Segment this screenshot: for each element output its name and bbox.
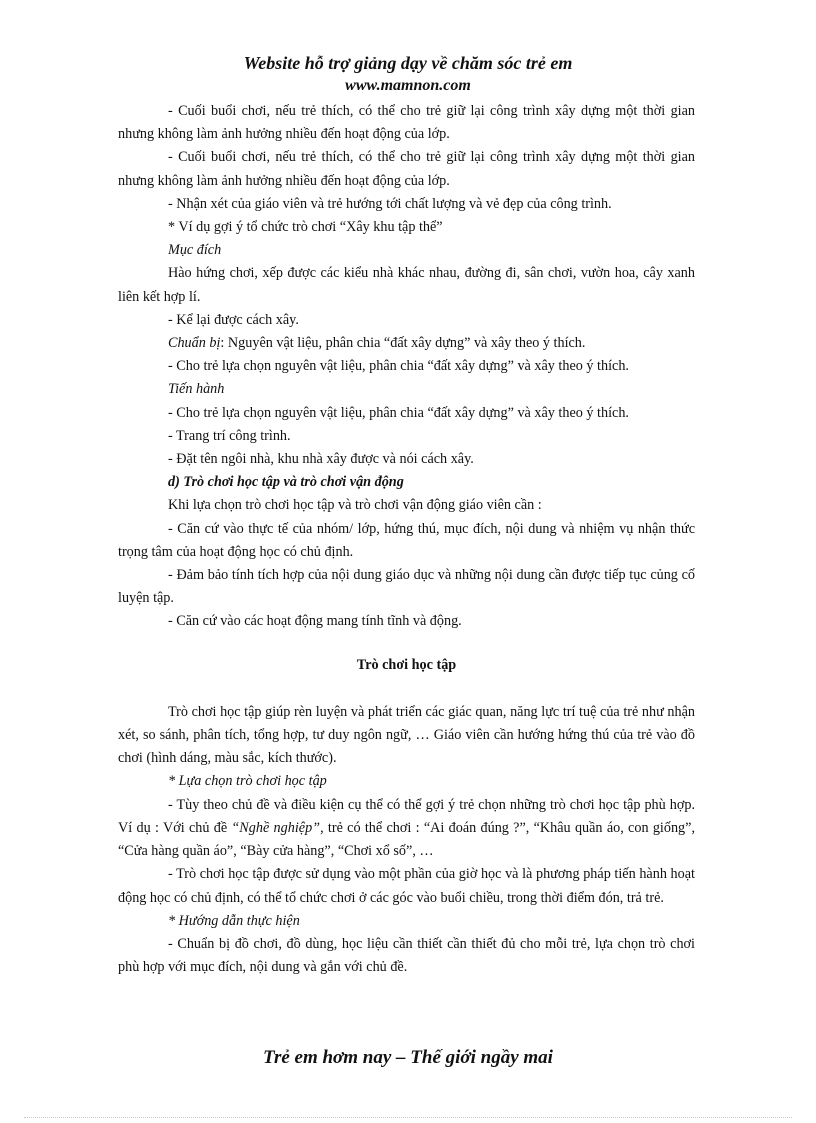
paragraph	[118, 332, 695, 355]
document-body	[118, 100, 695, 979]
subheading-muc-dich: Mục đích	[168, 242, 222, 259]
paragraph: - Đặt tên ngôi nhà, khu nhà xây được và nói cách xây.	[168, 451, 474, 468]
subheading-tien-hanh: Tiến hành	[168, 381, 225, 398]
paragraph: Hào hứng chơi, xếp được các kiểu nhà khác nhau, đường đi, sân chơi, vườn hoa, cây xanh liên kết hợp lí.	[118, 265, 695, 305]
footer-slogan: Trẻ em hơm nay – Thế giới ngầy mai	[263, 1047, 553, 1068]
subheading-lua-chon: * Lựa chọn trò chơi học tập	[168, 773, 327, 790]
paragraph: - Chuẩn bị đồ chơi, đồ dùng, học liệu cần thiết cần thiết đủ cho mỗi trẻ, lựa chọn trò chơi phù hợp với mục đích, nội dung và gắn với chủ đề.	[118, 935, 695, 976]
label-chuan-bi: Chuẩn bị	[168, 335, 221, 352]
paragraph: - Cuối buổi chơi, nếu trẻ thích, có thể cho trẻ giữ lại công trình xây dựng một thời gian nhưng không làm ảnh hưởng nhiều đến hoạt động của lớp.	[118, 149, 695, 189]
paragraph-text: - Tùy theo chủ đề và điều kiện cụ thể có thể gợi ý trẻ chọn những trò chơi học tập phù hợp. Ví dụ : Với chủ đề	[118, 796, 695, 836]
paragraph: - Căn cứ vào thực tế của nhóm/ lớp, hứng thú, mục đích, nội dung và nhiệm vụ nhận thức trọng tâm của hoạt động học có chủ định.	[118, 520, 695, 560]
paragraph-text: : Nguyên vật liệu, phân chia “đất xây dựng” và xây theo ý thích.	[220, 335, 586, 352]
paragraph: - Kể lại được cách xây.	[168, 311, 299, 328]
header-url: www.mamnon.com	[345, 77, 471, 94]
subheading-huong-dan: * Hướng dẫn thực hiện	[168, 912, 300, 929]
spacer	[118, 677, 695, 701]
paragraph: - Căn cứ vào các hoạt động mang tính tĩnh và động.	[168, 613, 462, 630]
header-title: Website hỗ trợ giảng dạy về chăm sóc trẻ em	[243, 53, 573, 73]
paragraph: - Trò chơi học tập được sử dụng vào một phần của giờ học và là phương pháp tiến hành hoạt động học có chủ định, có thể tổ chức chơi ở các góc vào buổi chiều, trong thời điểm đón, trả trẻ.	[118, 866, 695, 906]
paragraph: Khi lựa chọn trò chơi học tập và trò chơi vận động giáo viên cần :	[168, 497, 542, 514]
paragraph: - Đảm bảo tính tích hợp của nội dung giáo dục và những nội dung cần được tiếp tục củng cố luyện tập.	[118, 567, 695, 607]
paragraph-text: , trẻ có thể chơi : “Ai đoán đúng ?”, “Khâu quần áo, con giống”, “Cửa hàng quần áo”, “Bày cửa hàng”, “Chơi xổ số”, …	[118, 819, 695, 860]
paragraph: * Ví dụ gợi ý tổ chức trò chơi “Xây khu tập thể”	[168, 219, 443, 236]
spacer	[118, 634, 695, 654]
paragraph	[118, 794, 695, 864]
paragraph: Trò chơi học tập giúp rèn luyện và phát triển các giác quan, năng lực trí tuệ của trẻ như nhận xét, so sánh, phân tích, tổng hợp, tư duy ngôn ngữ, … Giáo viên cần hướng hứng thú của trẻ vào đồ chơi (hình dáng, màu sắc, kích thước).	[118, 703, 695, 767]
paragraph: - Cho trẻ lựa chọn nguyên vật liệu, phân chia “đất xây dựng” và xây theo ý thích.	[168, 404, 629, 421]
section-heading-d: d) Trò chơi học tập và trò chơi vận động	[168, 474, 404, 491]
paragraph: - Cuối buổi chơi, nếu trẻ thích, có thể cho trẻ giữ lại công trình xây dựng một thời gian nhưng không làm ảnh hưởng nhiều đến hoạt động của lớp.	[118, 103, 695, 143]
paragraph: - Nhận xét của giáo viên và trẻ hướng tới chất lượng và vẻ đẹp của công trình.	[168, 195, 612, 212]
paragraph: - Cho trẻ lựa chọn nguyên vật liệu, phân chia “đất xây dựng” và xây theo ý thích.	[168, 358, 629, 375]
page-bottom-divider	[24, 1117, 792, 1118]
theme-name: “Nghề nghiệp”	[231, 819, 321, 836]
paragraph: - Trang trí công trình.	[168, 427, 291, 444]
section-heading-tro-choi-hoc-tap: Trò chơi học tập	[356, 656, 457, 673]
